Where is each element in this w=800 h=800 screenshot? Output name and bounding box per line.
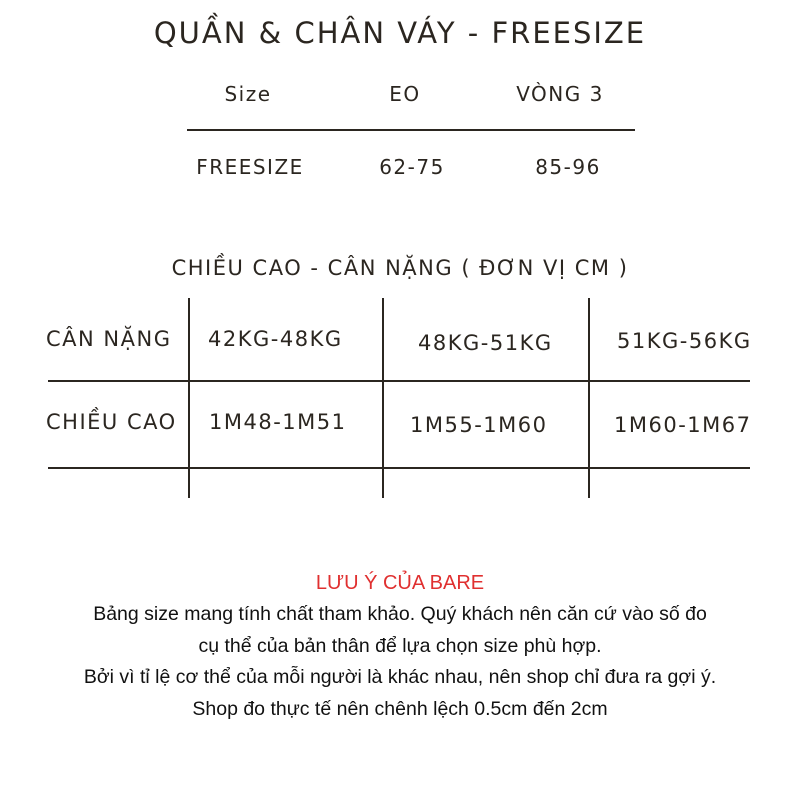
note-line-3: Bởi vì tỉ lệ cơ thể của mỗi người là khác nhau, nên shop chỉ đưa ra gợi ý. [83, 666, 717, 688]
row-label-chieu-cao: CHIỀU CAO [46, 410, 177, 434]
size-table-divider [187, 129, 635, 131]
cell-height-3: 1M60-1M67 [614, 413, 752, 437]
cell-weight-2: 48KG-51KG [418, 331, 553, 355]
cell-vong3: 85-96 [535, 155, 601, 179]
row-label-can-nang: CÂN NẶNG [46, 327, 172, 351]
cell-height-1: 1M48-1M51 [209, 410, 347, 434]
cell-eo: 62-75 [379, 155, 445, 179]
cell-weight-3: 51KG-56KG [617, 329, 752, 353]
note-line-2: cụ thể của bản thân để lựa chọn size phù hợp. [198, 635, 602, 657]
note-line-4: Shop đo thực tế nên chênh lệch 0.5cm đến 2cm [192, 698, 608, 720]
header-vong3: VÒNG 3 [516, 82, 604, 106]
cell-height-2: 1M55-1M60 [410, 413, 548, 437]
grid-line-h2 [48, 467, 750, 469]
cell-size: FREESIZE [196, 155, 304, 179]
page-title: QUẦN & CHÂN VÁY - FREESIZE [153, 16, 647, 50]
grid-line-h1 [48, 380, 750, 382]
note-line-1: Bảng size mang tính chất tham khảo. Quý khách nên căn cứ vào số đo [93, 603, 707, 625]
header-eo: EO [389, 82, 421, 106]
note-heading: LƯU Ý CỦA BARE [315, 572, 485, 594]
header-size: Size [224, 82, 272, 106]
section-subtitle: CHIỀU CAO - CÂN NẶNG ( ĐƠN VỊ CM ) [171, 256, 629, 280]
cell-weight-1: 42KG-48KG [208, 327, 343, 351]
